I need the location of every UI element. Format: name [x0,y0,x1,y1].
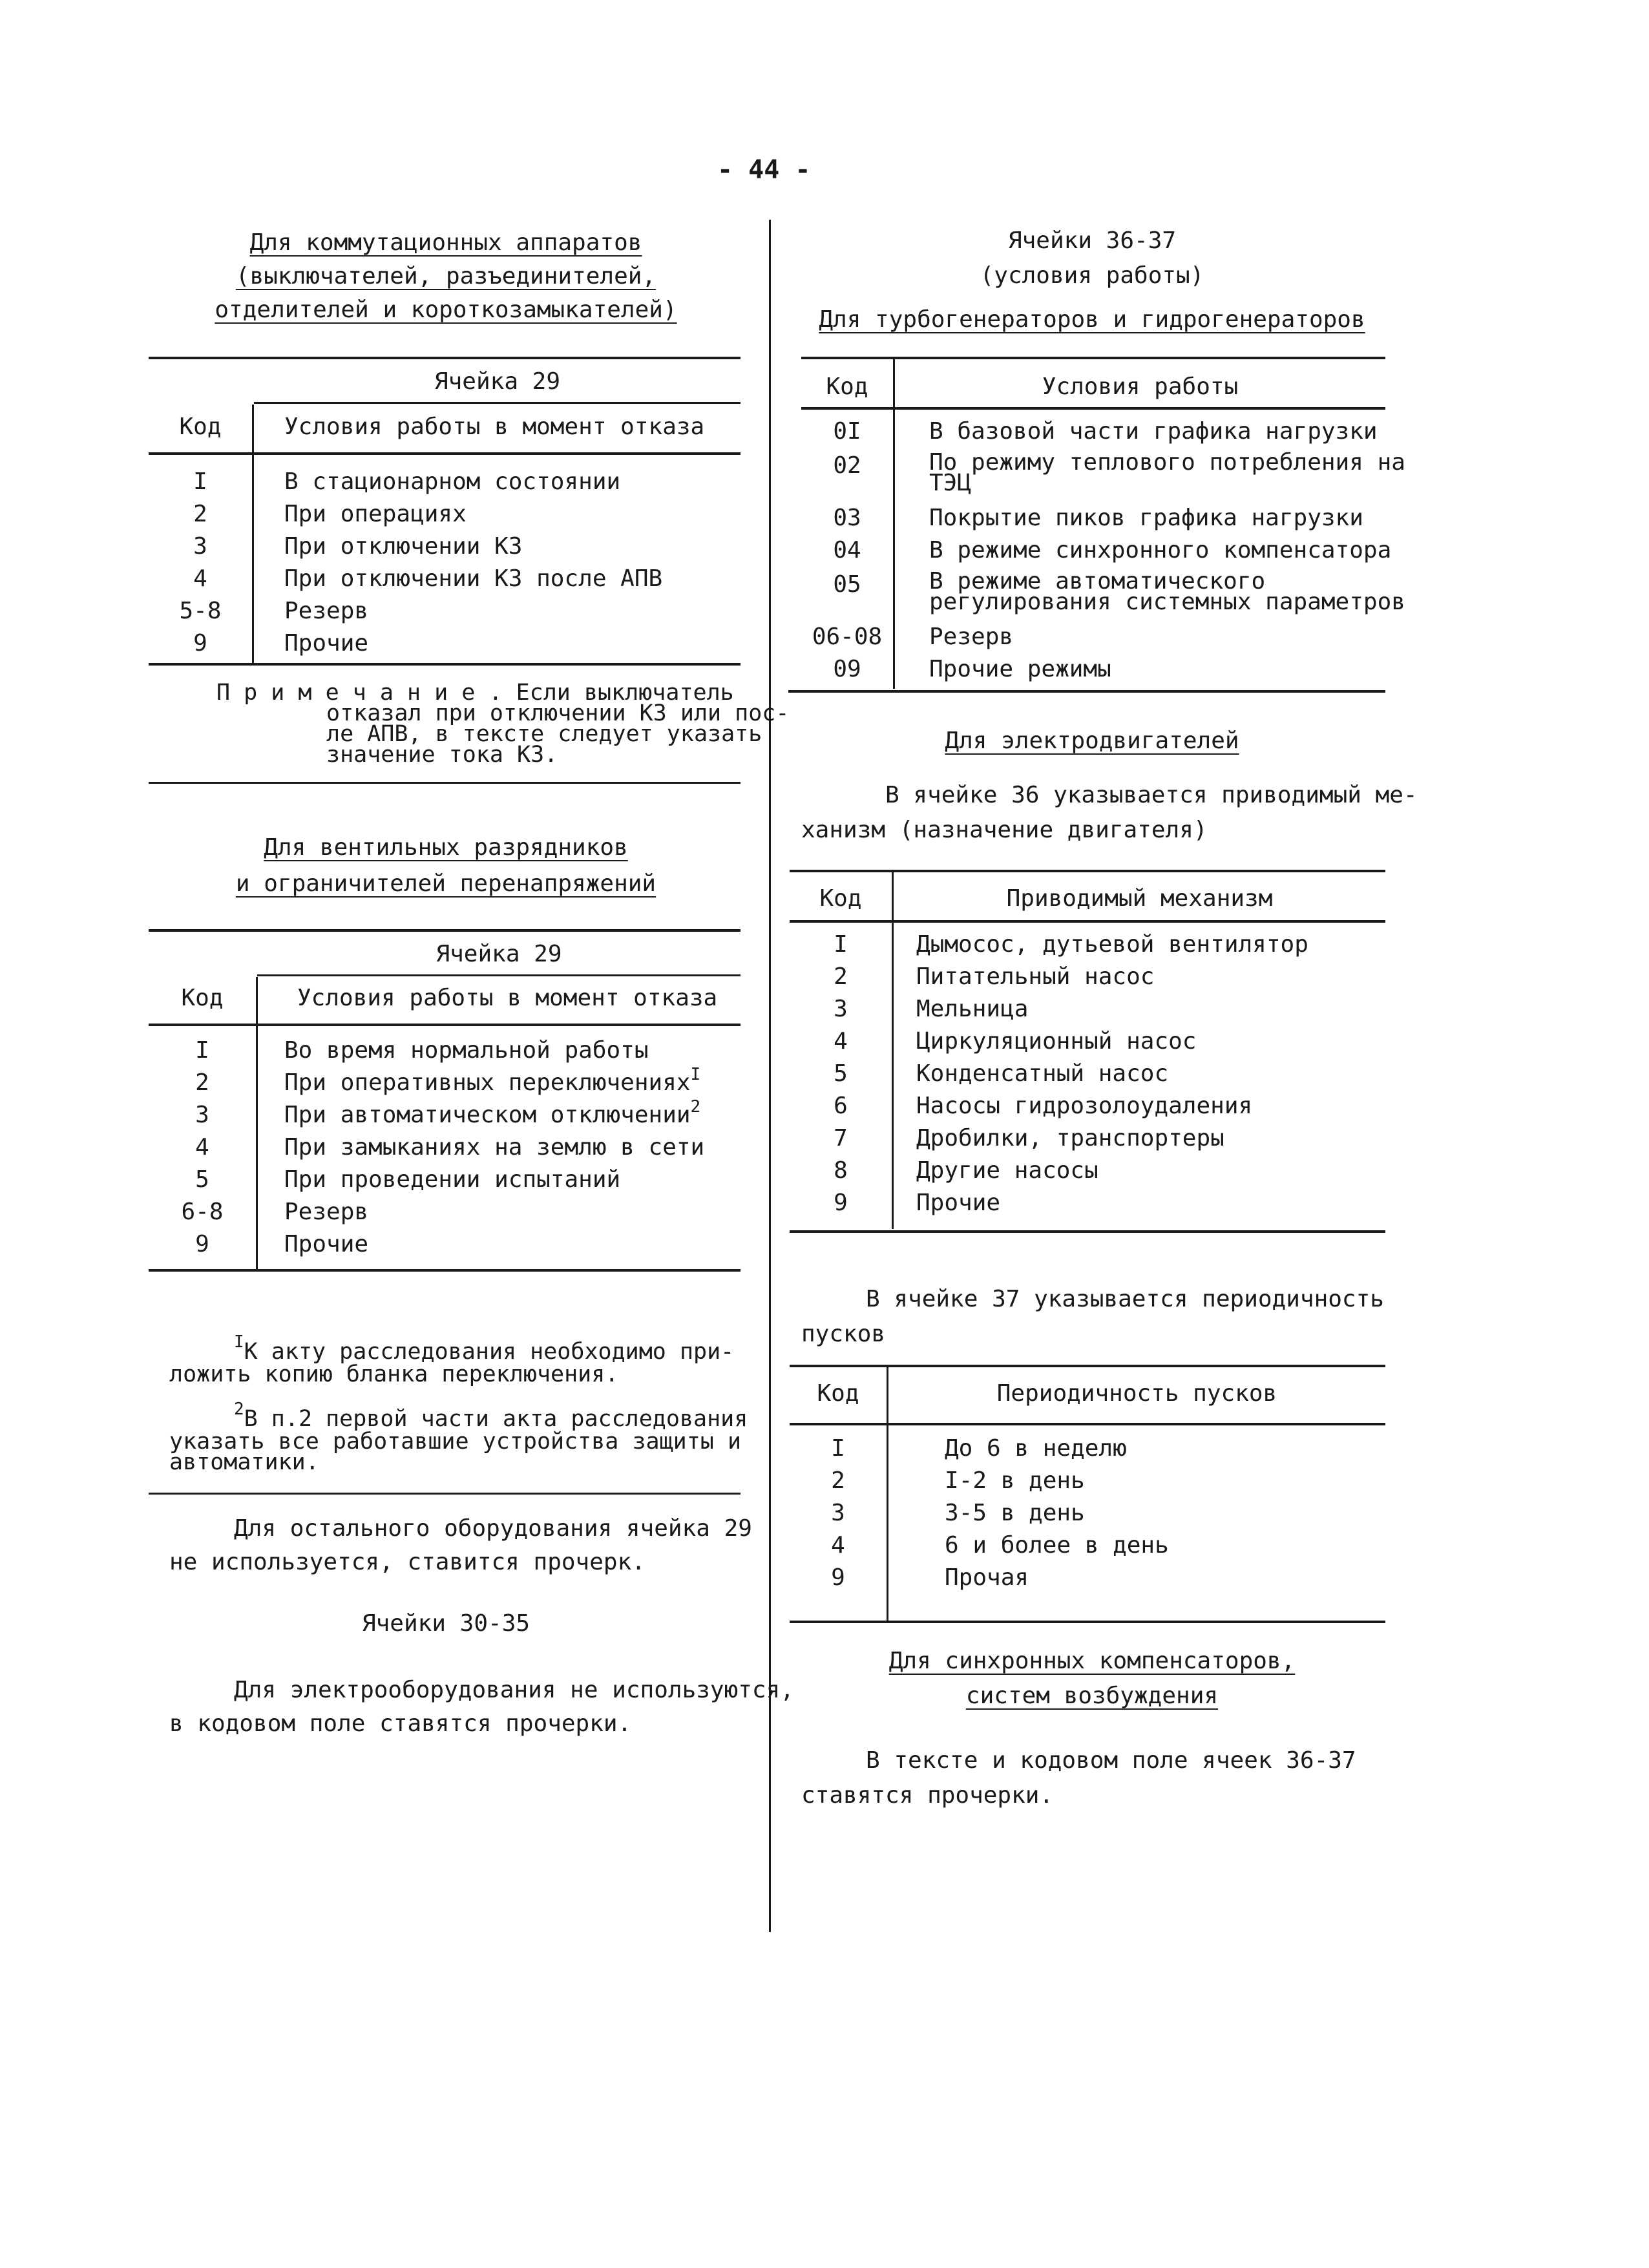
table-row: 0I В базовой части графика нагрузки [833,417,1378,445]
motor-heading: Для электродвигателей [945,728,1239,754]
table-row: 9 Прочая [831,1564,1029,1591]
table-row: I Дымосос, дутьевой вентилятор [834,930,1308,958]
table-row: 4 При замыканиях на землю в сети [195,1133,705,1160]
cells-30-35-title: Ячейки 30-35 [361,1610,530,1637]
compensator-heading: Для синхронных компенсаторов, систем возбуждения [888,1648,1296,1709]
cells-36-37-title: Ячейки 36-37 (условия работы) [980,227,1204,289]
column-header-code: Код [181,985,224,1011]
column-header-conditions: Условия работы [1042,373,1239,400]
table-row: 3 Мельница [834,995,1029,1022]
table-row: 8 Другие насосы [834,1157,1098,1184]
generator-heading: Для турбогенераторов и гидрогенераторов [819,306,1365,333]
arrester-heading: Для вентильных разрядников и ограничителей перенапряжений [235,834,656,897]
column-header-code: Код [826,373,868,400]
motor-intro: В ячейке 36 указывается приводимый ме- ханизм (назначение двигателя) [801,782,1418,843]
table-row: I До 6 в неделю [831,1434,1127,1462]
table-row: 04 В режиме синхронного компенсатора [833,536,1392,563]
table-row: 9 Прочие [195,1230,369,1257]
table-row: 5 Конденсатный насос [834,1060,1169,1087]
table-row: 4 При отключении КЗ после АПВ [193,565,663,592]
table-row: 4 6 и более в день [831,1531,1169,1559]
table-row: 2 При операциях [193,500,467,527]
table-row: 6-8 Резерв [181,1198,369,1225]
column-header-mechanism: Приводимый механизм [1006,885,1273,912]
table-row: 06-08 Резерв [812,623,1014,650]
switchgear-note: П р и м е ч а н и е . Если выключатель отказал при отключении КЗ или пос- ле АПВ, в тексте следует указать значение тока КЗ. [216,680,790,768]
table-row: 5 При проведении испытаний [195,1166,621,1193]
column-header-conditions: Условия работы в момент отказа [297,985,718,1011]
table-row: 09 Прочие режимы [833,655,1111,682]
page-number: - 44 - [717,155,811,185]
table-row: I В стационарном состоянии [193,468,621,495]
table-row: 03 Покрытие пиков графика нагрузки [833,504,1363,531]
column-header-periodicity: Периодичность пусков [996,1380,1277,1407]
table-cell-title: Ячейка 29 [436,941,562,967]
periodicity-intro: В ячейке 37 указывается периодичность пусков [801,1286,1384,1347]
footnote-1: $^I$К акту расследования необходимо при- ложить копию бланка переключения. [169,1332,735,1387]
table-row: 02 По режиму теплового потребления на ТЭЦ [833,449,1405,496]
table-row: 6 Насосы гидрозолоудаления [834,1092,1253,1119]
column-header-code: Код [179,414,222,440]
table-row: 2 Питательный насос [834,963,1155,990]
column-header-conditions: Условия работы в момент отказа [284,414,705,440]
table-row: 2 I-2 в день [831,1467,1085,1494]
column-header-code: Код [819,885,862,912]
column-header-code: Код [817,1380,859,1407]
table-row: 9 Прочие [193,629,369,656]
table-row: 4 Циркуляционный насос [834,1027,1197,1055]
table-row: 2 При оперативных переключениях$^I$ [195,1064,701,1096]
table-row: 05 В режиме автоматического регулирования системных параметров [833,568,1405,615]
table-row: 7 Дробилки, транспортеры [834,1124,1224,1151]
footnote-2: $^2$В п.2 первой части акта расследования указать все работавшие устройства защиты и автоматики. [169,1400,748,1475]
cells-30-35-text: Для электрооборудования не используются, в кодовом поле ставятся прочерки. [169,1677,794,1737]
table-row: 3 3-5 в день [831,1499,1085,1526]
compensator-text: В тексте и кодовом поле ячеек 36-37 ставятся прочерки. [801,1747,1356,1809]
table-row: 9 Прочие [834,1189,1001,1216]
switchgear-heading: Для коммутационных аппаратов (выключателей, разъединителей, отделителей и короткозамыкателей) [215,229,677,323]
table-row: I Во время нормальной работы [195,1036,649,1064]
table-row: 3 При автоматическом отключении$^2$ [195,1097,701,1128]
other-equipment-text: Для остального оборудования ячейка 29 не используется, ставится прочерк. [169,1515,752,1575]
table-row: 5-8 Резерв [179,597,369,624]
table-cell-title: Ячейка 29 [434,368,561,395]
table-row: 3 При отключении КЗ [193,532,523,560]
